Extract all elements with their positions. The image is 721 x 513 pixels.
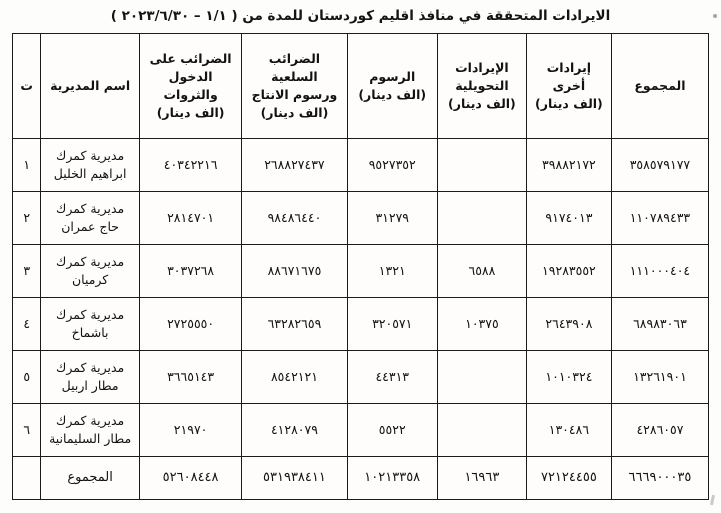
department-line1: مديرية كمرك	[56, 412, 125, 428]
table-row	[13, 298, 709, 351]
table-row	[13, 351, 709, 404]
cell-fees: ٤٤٣١٣	[347, 351, 437, 404]
cell-seq: ٣	[13, 245, 41, 298]
cell-fees: ٣١٢٧٩	[347, 192, 437, 245]
cell-seq: ٤	[13, 298, 41, 351]
total-cell-transfer-revenue: ١٦٩٦٣	[437, 457, 526, 500]
table-row	[13, 245, 709, 298]
header-transfer-line3: (الف دينار)	[448, 96, 516, 112]
header-total-line1: المجموع	[634, 77, 686, 93]
cell-commodity-tax: ٢٦٨٨٢٧٤٣٧	[242, 139, 347, 192]
revenue-table	[12, 33, 709, 500]
header-income-line1: الضرائب على	[149, 50, 232, 66]
header-commodity-line2: ورسوم الانتاج	[251, 87, 338, 102]
cell-department	[41, 404, 139, 457]
department-line2: حاج عمران	[61, 219, 120, 234]
table-row	[13, 139, 709, 192]
page-title: الايرادات المتحققة في منافذ اقليم كوردستان للمدة من ( ١/١ – ٢٠٢٣/٦/٣٠ )	[110, 8, 611, 24]
column-header-department	[41, 34, 139, 139]
total-cell-fees: ١٠٢١٣٣٥٨	[347, 457, 437, 500]
cell-income-tax: ٢١٩٧٠	[139, 404, 242, 457]
cell-transfer-revenue: ١٠٣٧٥	[437, 298, 526, 351]
cell-transfer-revenue	[437, 139, 526, 192]
department-line1: مديرية كمرك	[56, 359, 125, 375]
revenue-table-container	[12, 33, 709, 498]
header-transfer-line2: التحويلية	[455, 77, 509, 93]
column-header-transfer-revenue	[437, 34, 526, 139]
cell-other-revenue: ٩١٧٤٠١٣	[526, 192, 611, 245]
department-line2: ابراهيم الخليل	[53, 166, 127, 181]
cell-commodity-tax: ٩٨٤٨٦٤٤٠	[242, 192, 347, 245]
department-line2: كرميان	[71, 272, 109, 287]
cell-total: ١١٠٧٨٩٤٣٣	[611, 192, 708, 245]
header-seq-line1: ت	[20, 77, 33, 93]
cell-income-tax: ٤٠٣٤٢٢١٦	[139, 139, 242, 192]
cell-other-revenue: ١٩٢٨٣٥٥٢	[526, 245, 611, 298]
cell-commodity-tax: ٨٥٤٢١٢١	[242, 351, 347, 404]
cell-fees: ٩٥٢٧٣٥٢	[347, 139, 437, 192]
cell-transfer-revenue	[437, 351, 526, 404]
cell-other-revenue: ٢٦٤٣٩٠٨	[526, 298, 611, 351]
cell-income-tax: ٢٨١٤٧٠١	[139, 192, 242, 245]
total-cell-total: ٦٦٦٩٠٠٠٣٥	[611, 457, 708, 500]
cell-commodity-tax: ٨٨٦٧١٦٧٥	[242, 245, 347, 298]
header-income-line2: الدخول والثروات	[163, 68, 218, 102]
cell-transfer-revenue	[437, 404, 526, 457]
column-header-seq	[13, 34, 41, 139]
cell-department	[41, 245, 139, 298]
table-body	[13, 139, 709, 500]
cell-income-tax: ٣٦٦٥١٤٣	[139, 351, 242, 404]
cell-seq: ٢	[13, 192, 41, 245]
department-line1: مديرية كمرك	[56, 147, 125, 163]
department-line2: مطار اربيل	[61, 378, 119, 393]
cell-other-revenue: ١٣٠٤٨٦	[526, 404, 611, 457]
cell-fees: ١٣٢١	[347, 245, 437, 298]
total-cell-seq	[13, 457, 41, 500]
department-line1: مديرية كمرك	[56, 200, 125, 216]
header-commodity-line1: الضرائب السلعية	[268, 50, 321, 84]
header-row	[13, 34, 709, 139]
column-header-other-revenue	[526, 34, 611, 139]
header-fees-line2: (الف دينار)	[358, 87, 427, 102]
department-line1: مديرية كمرك	[56, 306, 125, 322]
table-header	[13, 34, 709, 139]
cell-department	[41, 139, 139, 192]
department-line1: مديرية كمرك	[56, 253, 125, 269]
header-fees-line1: الرسوم	[369, 68, 416, 84]
cell-fees: ٥٥٢٢	[347, 404, 437, 457]
header-income-line3: (الف دينار)	[156, 105, 225, 121]
total-cell-commodity-tax: ٥٣١٩٣٨٤١١	[242, 457, 347, 500]
page-mark-bottom	[710, 495, 715, 505]
column-header-commodity-tax	[242, 34, 347, 139]
cell-total: ١١١٠٠٠٤٠٤	[611, 245, 708, 298]
cell-department	[41, 298, 139, 351]
cell-transfer-revenue: ٦٥٨٨	[437, 245, 526, 298]
cell-seq: ١	[13, 139, 41, 192]
cell-department	[41, 192, 139, 245]
department-line2: باشماخ	[71, 325, 109, 340]
table-total-row	[13, 457, 709, 500]
cell-total: ٦٨٩٨٣٠٦٣	[611, 298, 708, 351]
cell-seq: ٦	[13, 404, 41, 457]
cell-other-revenue: ٣٩٨٨٢١٧٢	[526, 139, 611, 192]
cell-income-tax: ٣٠٣٧٢٦٨	[139, 245, 242, 298]
header-commodity-line3: (الف دينار)	[260, 105, 329, 121]
total-cell-label: المجموع	[41, 457, 139, 500]
cell-total: ١٣٢٦١٩٠١	[611, 351, 708, 404]
cell-fees: ٣٢٠٥٧١	[347, 298, 437, 351]
cell-transfer-revenue	[437, 192, 526, 245]
header-other-line2: (الف دينار)	[535, 96, 603, 112]
table-row	[13, 404, 709, 457]
cell-commodity-tax: ٦٣٢٨٢٦٥٩	[242, 298, 347, 351]
column-header-fees	[347, 34, 437, 139]
header-transfer-line1: الإيرادات	[455, 59, 509, 75]
cell-commodity-tax: ٤١٢٨٠٧٩	[242, 404, 347, 457]
column-header-income-tax	[139, 34, 242, 139]
column-header-total	[611, 34, 708, 139]
cell-income-tax: ٢٧٢٥٥٥٠	[139, 298, 242, 351]
cell-department	[41, 351, 139, 404]
cell-seq: ٥	[13, 351, 41, 404]
department-line2: مطار السليمانية	[49, 431, 132, 446]
cell-total: ٣٥٨٥٧٩١٧٧	[611, 139, 708, 192]
total-cell-income-tax: ٥٢٦٠٨٤٤٨	[139, 457, 242, 500]
cell-other-revenue: ١٠١٠٣٢٤	[526, 351, 611, 404]
table-row	[13, 192, 709, 245]
total-cell-other-revenue: ٧٢١٢٤٤٥٥	[526, 457, 611, 500]
cell-total: ٤٢٨٦٠٥٧	[611, 404, 708, 457]
header-other-line1: إيرادات أخرى	[546, 59, 592, 93]
header-department-line1: اسم المديرية	[50, 77, 131, 93]
